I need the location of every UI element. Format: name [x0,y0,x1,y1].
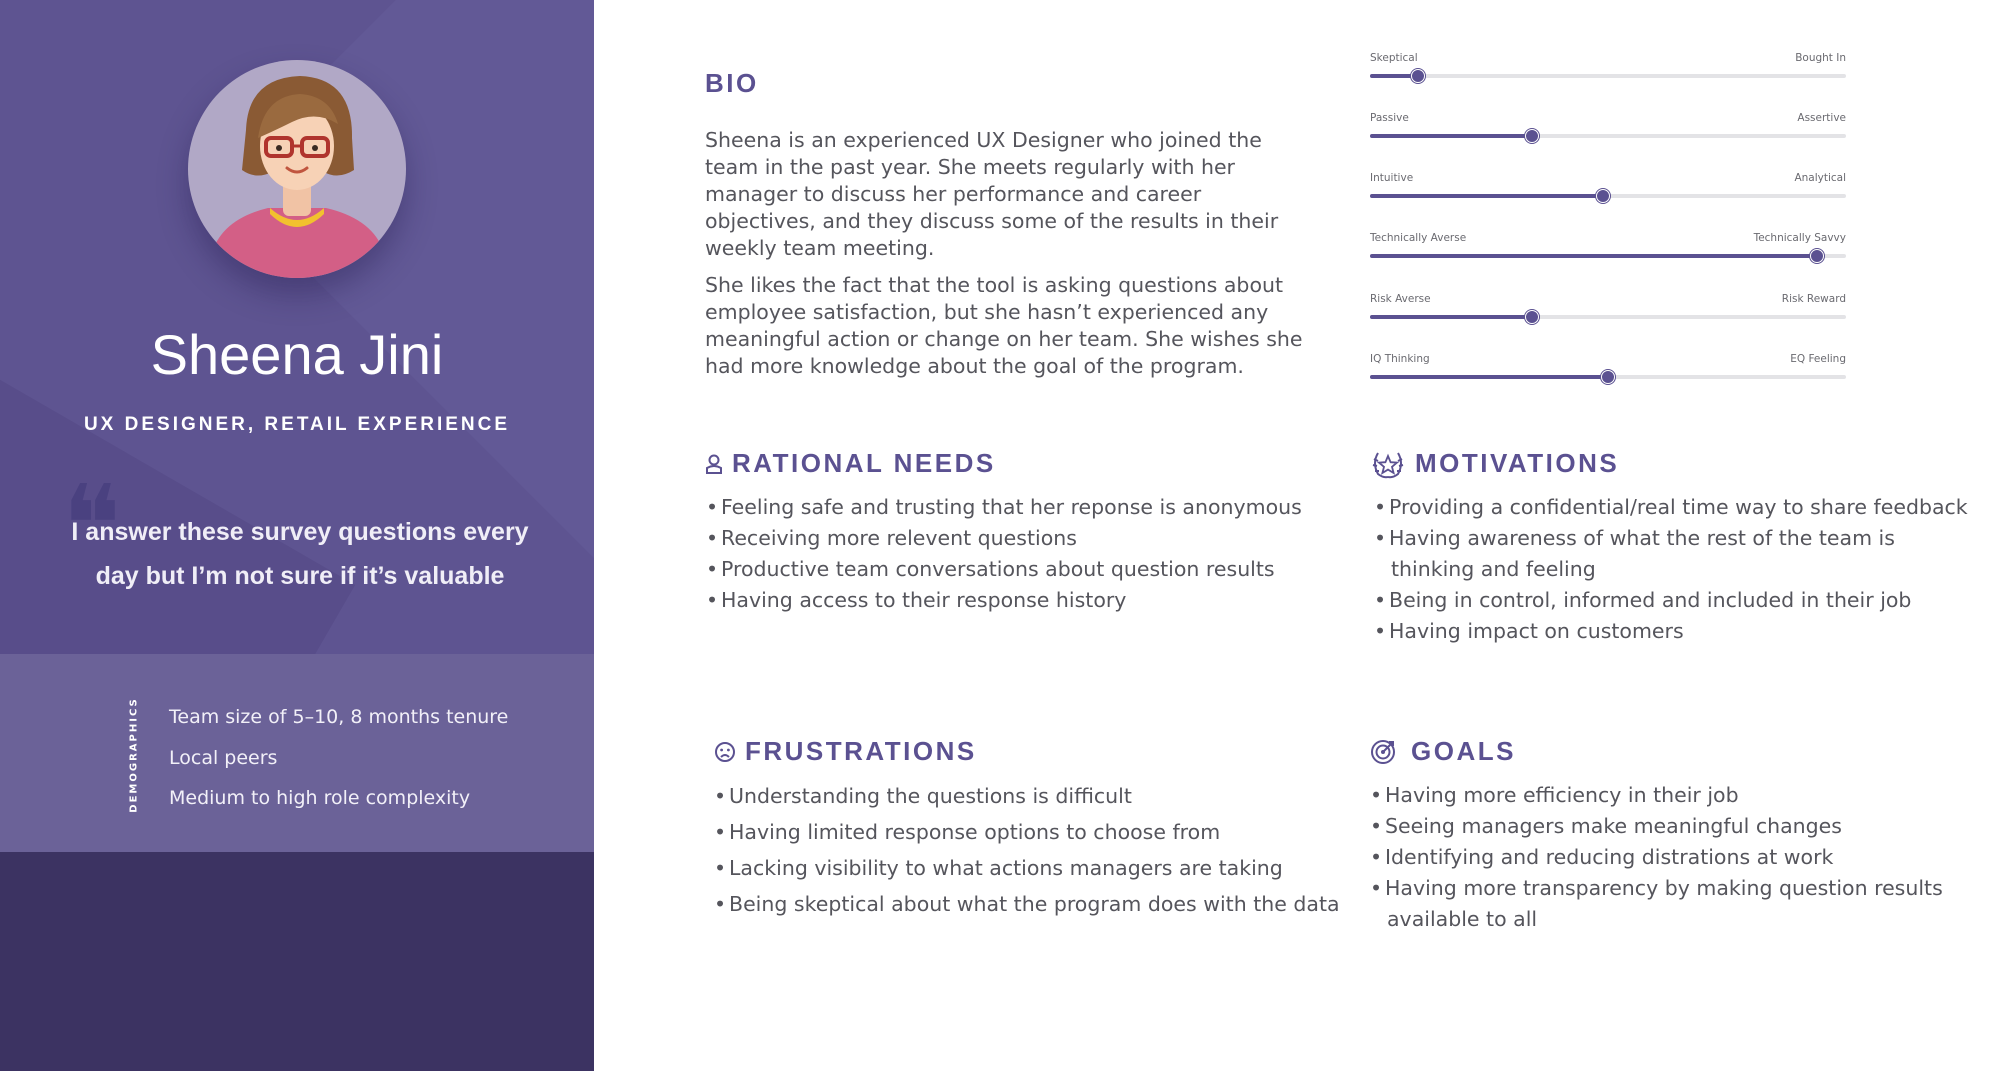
slider-handle[interactable] [1601,370,1615,384]
rational-needs-list [706,492,1302,616]
list-item-continuation: available to all [1387,907,1538,931]
list-item: • Having impact on customers [1374,616,1968,647]
avatar [188,60,406,278]
frustrations-list [714,778,1340,922]
frown-face-icon [714,741,736,763]
list-item: • Productive team conversations about question results [706,554,1302,585]
slider-fill [1370,134,1532,138]
quote-line: day but I’m not sure if it’s valuable [95,562,505,590]
trait-slider[interactable] [1370,232,1846,272]
trait-right-label: Bought In [1795,52,1846,64]
trait-right-label: Analytical [1794,172,1846,184]
person-icon [705,454,723,474]
goals-list [1370,780,1943,935]
persona-quote [50,510,550,598]
persona-header [0,0,594,654]
motivations-list [1374,492,1968,647]
trait-left-label: Intuitive [1370,172,1414,184]
trait-right-label: Technically Savvy [1753,232,1846,244]
list-item: • Lacking visibility to what actions managers are taking [714,850,1340,886]
slider-handle[interactable] [1596,189,1610,203]
bio-paragraph: Sheena is an experienced UX Designer who joined the team in the past year. She meets regularly with her manager to discuss her performance and career objectives, and they discuss some of the results in their weekly team meeting. [705,128,1279,260]
list-item: • Being in control, informed and included in their job [1374,585,1968,616]
list-item-continuation: thinking and feeling [1391,557,1596,581]
slider-handle[interactable] [1525,129,1539,143]
motivations-heading: MOTIVATIONS [1370,448,1619,479]
trait-left-label: Technically Averse [1370,232,1467,244]
rational-needs-heading: RATIONAL NEEDS [705,448,996,479]
trait-right-label: Assertive [1797,112,1846,124]
laurel-star-icon [1370,449,1406,479]
list-item: • Understanding the questions is difficult [714,778,1340,814]
slider-handle[interactable] [1810,249,1824,263]
trait-left-label: Risk Averse [1370,293,1431,305]
trait-slider[interactable] [1370,293,1846,333]
trait-slider[interactable] [1370,353,1846,393]
slider-fill [1370,194,1603,198]
slider-fill [1370,315,1532,319]
persona-name: Sheena Jini [150,323,444,386]
list-item: • Having limited response options to choose from [714,814,1340,850]
list-item: • Feeling safe and trusting that her reponse is anonymous [706,492,1302,523]
slider-track [1370,74,1846,78]
list-item: • Having awareness of what the rest of the team is [1374,523,1968,554]
bio-heading: BIO [705,68,759,98]
trait-left-label: Skeptical [1370,52,1418,64]
trait-right-label: EQ Feeling [1790,353,1846,365]
avatar-illustration [188,60,406,278]
list-item: • Having more transparency by making question results [1370,873,1943,904]
list-item: • Having access to their response history [706,585,1302,616]
list-item: • Being skeptical about what the program does with the data [714,886,1340,922]
goals-heading: GOALS [1370,736,1516,767]
persona-panel [0,0,594,1071]
list-item: • Identifying and reducing distrations at work [1370,842,1943,873]
persona-role: UX DESIGNER, RETAIL EXPERIENCE [83,414,511,435]
slider-fill [1370,254,1817,258]
trait-left-label: IQ Thinking [1370,353,1430,365]
quote-mark-icon: ❝ [62,461,122,589]
bio-paragraph: She likes the fact that the tool is asking questions about employee satisfaction, but she hasn’t experienced any meaningful action or change on her team. She wishes she had more knowledge about the goal of the program. [705,273,1303,378]
demographics-item: Team size of 5–10, 8 months tenure [169,706,509,728]
demographics-item: Local peers [169,746,278,769]
target-icon [1370,739,1396,765]
trait-right-label: Risk Reward [1781,293,1846,305]
trait-slider[interactable] [1370,52,1846,92]
trait-left-label: Passive [1370,112,1409,124]
demographics-item: Medium to high role complexity [169,787,471,809]
trait-slider[interactable] [1370,112,1846,152]
demographics-label: DEMOGRAPHICS [128,697,140,813]
trait-slider[interactable] [1370,172,1846,212]
list-item: • Having more efficiency in their job [1370,780,1943,811]
list-item: • Providing a confidential/real time way to share feedback [1374,492,1968,523]
demographics-list [169,697,508,819]
quote-line: I answer these survey questions every [71,518,529,546]
slider-fill [1370,375,1608,379]
slider-handle[interactable] [1525,310,1539,324]
list-item: • Seeing managers make meaningful changes [1370,811,1943,842]
frustrations-heading: FRUSTRATIONS [714,736,977,767]
slider-handle[interactable] [1411,69,1425,83]
list-item: • Receiving more relevent questions [706,523,1302,554]
